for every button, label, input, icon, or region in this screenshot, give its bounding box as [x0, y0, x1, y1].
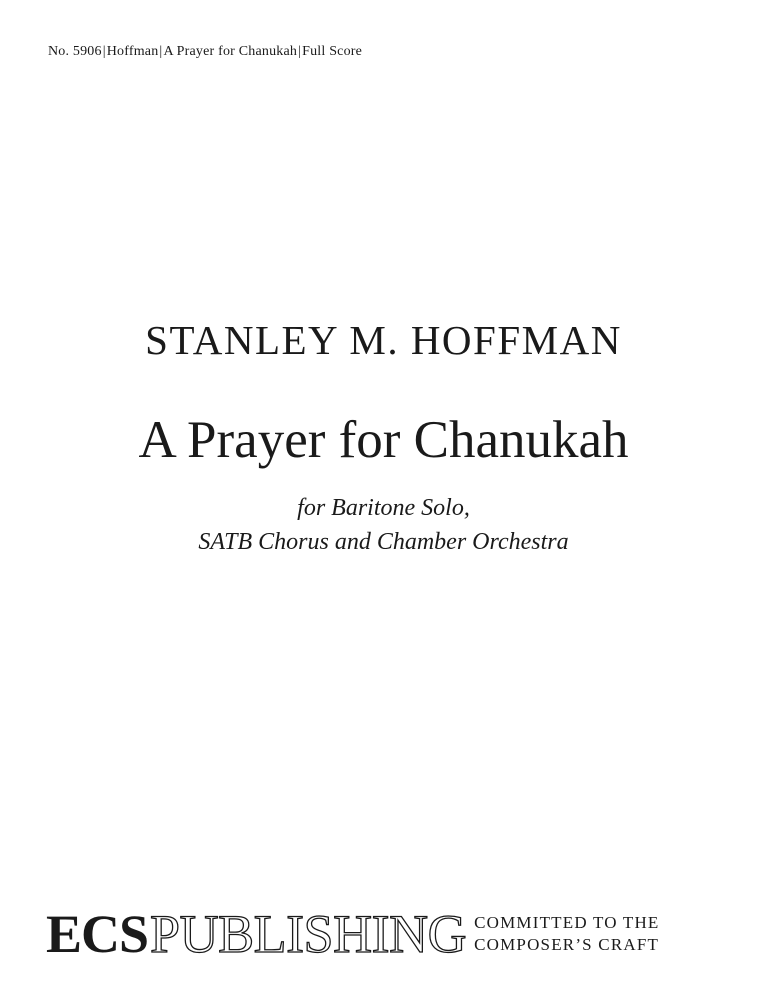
composer-short: Hoffman — [106, 44, 159, 59]
logo-ecs-text: ECS — [46, 904, 149, 964]
catalog-number: No. 5906 — [48, 44, 102, 59]
separator: | — [159, 44, 163, 59]
logo-publishing-text: PUBLISHING — [150, 904, 467, 964]
separator: | — [102, 44, 106, 59]
scoring-subtitle — [0, 491, 767, 559]
publisher-logo — [46, 904, 660, 964]
tagline-line-1: COMMITTED TO THE — [474, 913, 660, 932]
catalog-header — [48, 44, 362, 60]
tagline-line-2: COMPOSER’S CRAFT — [474, 935, 660, 954]
subtitle-line-2: SATB Chorus and Chamber Orchestra — [198, 529, 569, 555]
edition-label: Full Score — [302, 44, 363, 59]
subtitle-line-1: for Baritone Solo, — [297, 495, 470, 521]
work-title: A Prayer for Chanukah — [138, 411, 629, 469]
publisher-tagline — [474, 912, 659, 956]
separator: | — [298, 44, 302, 59]
header-work-title: A Prayer for Chanukah — [163, 44, 298, 59]
composer-name: STANLEY M. HOFFMAN — [145, 317, 622, 363]
